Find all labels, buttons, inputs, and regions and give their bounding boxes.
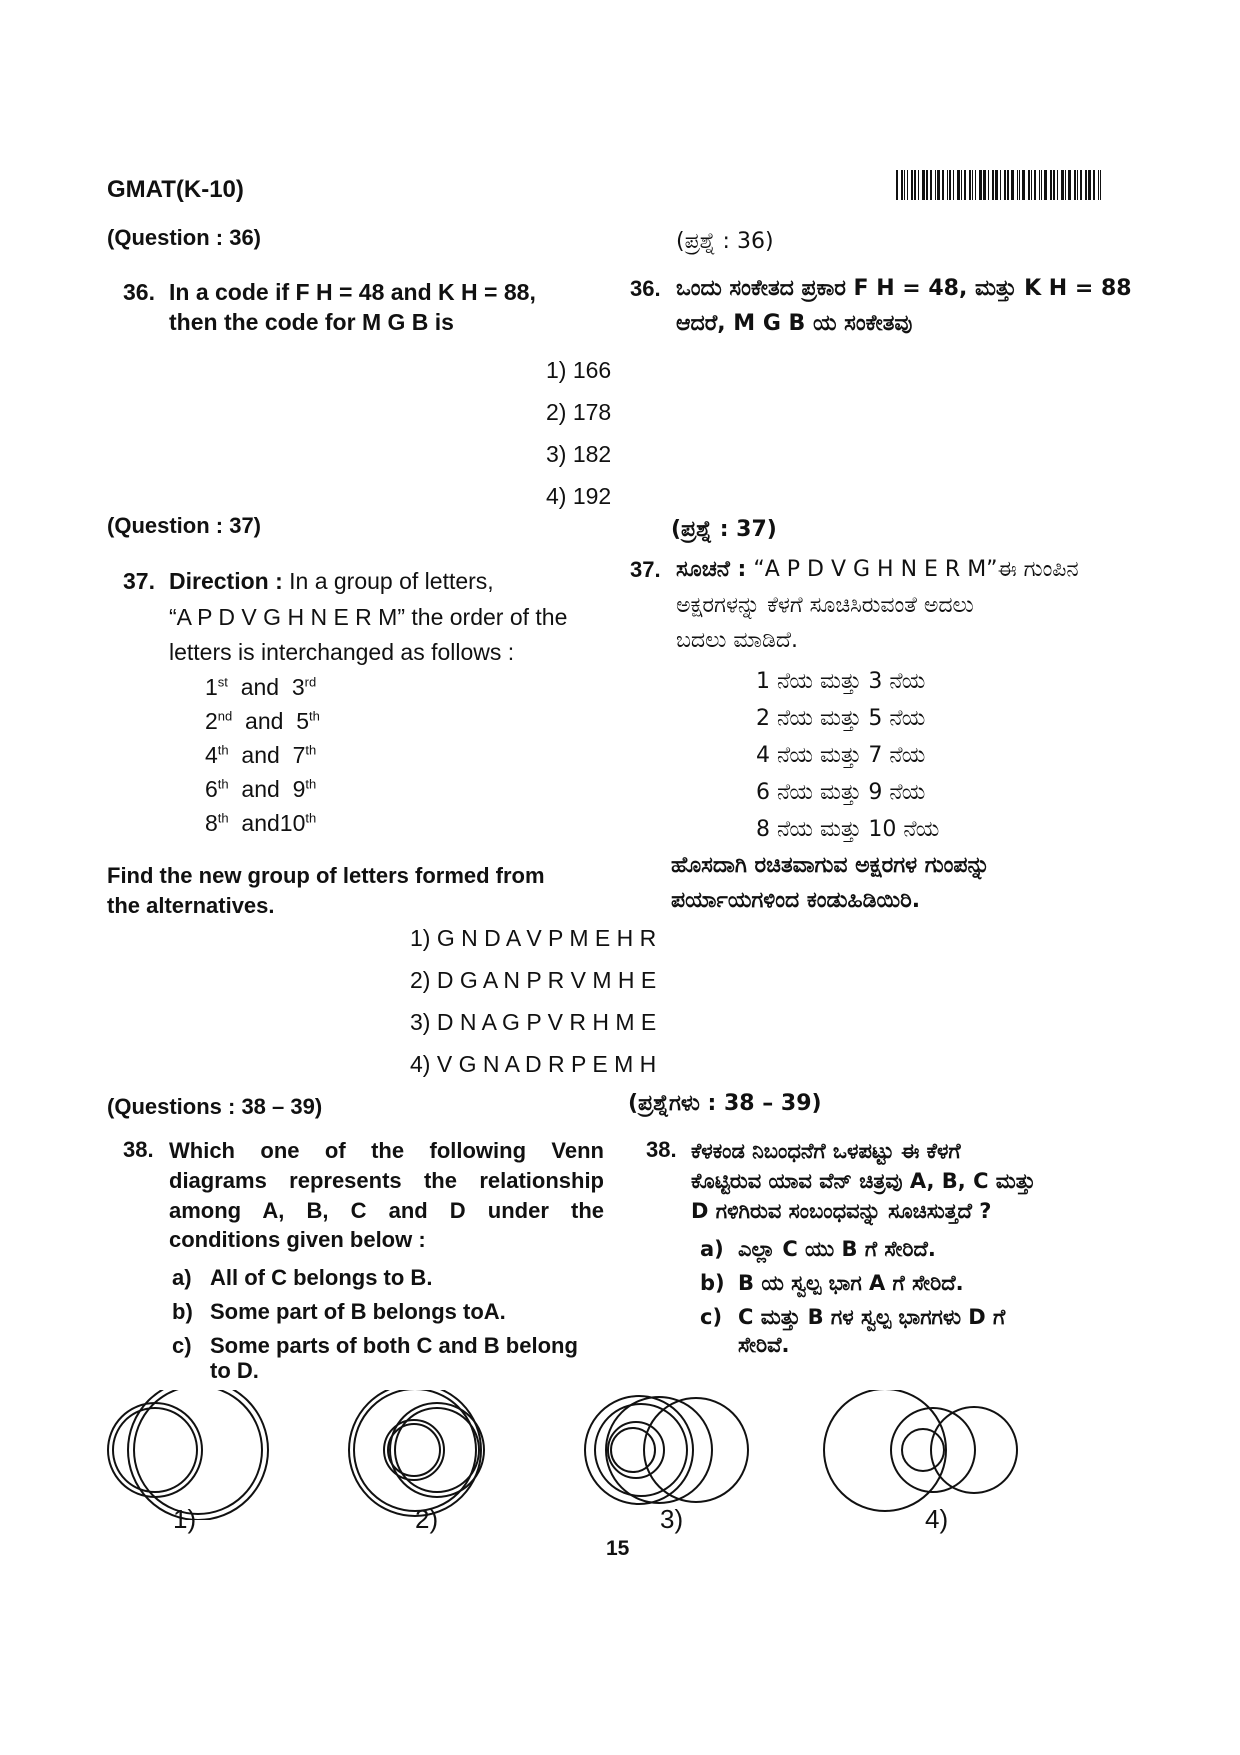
venn-label-4[interactable]: 4) [925,1504,949,1534]
barcode-bar [930,170,932,200]
q37-direction-text: In a group of letters, [282,568,494,594]
barcode-bar [935,170,936,200]
barcode-bar [1085,170,1087,200]
venn-circle [644,1398,748,1502]
q38-text-kn-line: ಕೆಳಕಂಡ ನಿಬಂಧನೆಗೆ ಒಳಪಟ್ಟು ಈ ಕೆಳಗೆ [691,1139,961,1163]
q38-text-line4: conditions given below : [169,1227,426,1252]
q36-option-3[interactable]: 3) 182 [546,441,612,467]
q37-direction-label: Direction : [169,568,283,594]
q37-pair-en: 6th and 9th [205,776,317,802]
q38-conditions-en [172,1261,578,1363]
barcode-bar [972,170,973,200]
q37-pair-kn: 2 ನೆಯ ಮತ್ತು 5 ನೆಯ [756,706,926,731]
q38-number-kn: 38. [646,1137,677,1162]
q37-pair-en: 4th and 7th [205,742,317,768]
venn-option-3-circles[interactable] [585,1396,748,1504]
barcode-bar [1074,170,1076,200]
q37-pair-kn: 1 ನೆಯ ಮತ್ತು 3 ನೆಯ [756,669,926,694]
venn-circle [902,1429,944,1471]
q38-condition-kn-c: c) C ಮತ್ತು B ಗಳ ಸ್ವಲ್ಪ ಭಾಗಗಳು D ಗೆ [700,1305,1006,1329]
venn-circle [384,1420,444,1480]
q36-text-kn-line1: ಒಂದು ಸಂಕೇತದ ಪ್ರಕಾರ F H = 48, ಮತ್ತು K H = 88 [676,276,1132,301]
barcode-bar [949,170,951,200]
barcode-bar [926,170,928,200]
barcode-bar [1041,170,1042,200]
venn-circle [390,1403,484,1497]
q38-text-line: among A, B, C and D under the [169,1198,604,1223]
q36-tag-kn: (ಪ್ರಶ್ನೆ : 36) [676,229,774,254]
q36-option-4[interactable]: 4) 192 [546,483,612,509]
barcode-bar [1011,170,1014,200]
q37-number: 37. [123,568,155,594]
barcode-bar [1039,170,1040,200]
venn-circle [585,1396,693,1504]
barcode-bar [1100,170,1101,200]
q37-kn-text: “A P D V G H N E R M”ಈ ಗುಂಪಿನ [746,557,1079,582]
q38-text-kn [691,1136,1035,1226]
q38-tag-en: (Questions : 38 – 39) [107,1094,323,1119]
barcode-bar [937,170,940,200]
q38-conditions-kn [700,1232,1005,1334]
barcode-bar [911,170,913,200]
q38-condition-kn-b: b) B ಯ ಸ್ವಲ್ಪ ಭಾಗ A ಗೆ ಸೇರಿದೆ. [700,1271,964,1295]
venn-diagrams [0,1390,1240,1520]
q38-condition-c-cont: to D. [210,1358,259,1383]
venn-circle [113,1408,197,1492]
q37-option-3[interactable]: 3) D N A G P V R H M E [410,1009,657,1035]
q37-kn-label: ಸೂಚನೆ : [676,557,747,582]
q37-find-line2: the alternatives. [107,893,275,918]
q36-text-line1: In a code if F H = 48 and K H = 88, [169,279,536,305]
barcode-bar [1050,170,1052,200]
q37-pair-kn: 8 ನೆಯ ಮತ್ತು 10 ನೆಯ [756,817,940,842]
q37-pair-kn: 6 ನೆಯ ಮತ್ತು 9 ನೆಯ [756,780,926,805]
barcode-bar [983,170,986,200]
q38-condition-kn-a: a) ಎಲ್ಲಾ C ಯು B ಗೆ ಸೇರಿದೆ. [700,1237,936,1261]
barcode-bar [961,170,962,200]
q37-kn-line1 [676,556,1079,584]
barcode-bar [975,170,976,200]
q37-kn-line3: ಬದಲು ಮಾಡಿದೆ. [676,628,798,653]
venn-label-2[interactable]: 2) [415,1504,439,1534]
q36-number-kn: 36. [630,276,661,301]
q37-pairs-en [205,672,320,842]
q37-pair-en: 2nd and 5th [205,708,320,734]
venn-circle [611,1428,655,1472]
barcode-bar [922,170,925,200]
q38-condition-b: b) Some part of B belongs toA. [172,1299,506,1324]
barcode-bar [957,170,960,200]
barcode-icon [896,170,1103,200]
q37-option-4[interactable]: 4) V G N A D R P E M H [410,1051,657,1077]
barcode-bar [1093,170,1095,200]
q37-kn-find-line2: ಪರ್ಯಾಯಗಳಿಂದ ಕಂಡುಹಿಡಿಯಿರಿ. [671,888,921,913]
venn-option-2-circles[interactable] [349,1390,484,1516]
barcode-bar [1019,170,1020,200]
q37-kn-line2: ಅಕ್ಷರಗಳನ್ನು ಕೆಳಗೆ ಸೂಚಿಸಿರುವಂತೆ ಅದಲು [676,593,974,618]
q37-option-1[interactable]: 1) G N D A V P M E H R [410,925,657,951]
barcode-bar [907,170,908,200]
q36-text-kn-line2: ಆದರೆ, M G B ಯ ಸಂಕೇತವು [676,311,913,336]
q38-condition-kn-c-cont: ಸೇರಿವೆ. [738,1333,790,1357]
barcode-bar [969,170,971,200]
venn-option-1-circles[interactable] [108,1390,268,1520]
q37-number-kn: 37. [630,557,661,582]
barcode-bar [953,170,954,200]
q36-option-2[interactable]: 2) 178 [546,399,612,425]
q38-text-kn-line: D ಗಳಿಗಿರುವ ಸಂಬಂಧವನ್ನು ಸೂಚಿಸುತ್ತದೆ ? [691,1199,992,1223]
q37-direction-line1 [169,566,494,596]
q38-text-line: diagrams represents the relationship [169,1168,604,1193]
q36-option-1[interactable]: 1) 166 [546,357,612,383]
barcode-bar [1000,170,1001,200]
q37-find-line1: Find the new group of letters formed from [107,863,545,888]
barcode-bar [979,170,982,200]
q37-direction-line2: “A P D V G H N E R M” the order of the [169,604,568,630]
page-number: 15 [606,1537,630,1560]
barcode-bar [1088,170,1091,200]
q36-text-line2: then the code for M G B is [169,309,454,335]
q37-option-2[interactable]: 2) D G A N P R V M H E [410,967,657,993]
barcode-bar [1057,170,1058,200]
q38-number: 38. [123,1137,154,1162]
barcode-bar [988,170,989,200]
barcode-bar [896,170,898,200]
barcode-bar [1077,170,1078,200]
exam-code: GMAT(K-10) [107,176,244,203]
barcode-bar [1004,170,1006,200]
barcode-bar [1080,170,1082,200]
q37-tag-en: (Question : 37) [107,513,262,538]
q37-direction-line3: letters is interchanged as follows : [169,639,515,665]
barcode-bar [1065,170,1066,200]
barcode-bar [1034,170,1036,200]
q36-tag-en: (Question : 36) [107,225,262,250]
q38-condition-a: a) All of C belongs to B. [172,1265,433,1290]
venn-circle [891,1408,975,1492]
barcode-bar [901,170,903,200]
barcode-bar [964,170,966,200]
q37-pair-en: 1st and 3rd [205,674,317,700]
barcode-bar [1044,170,1047,200]
barcode-bar [1022,170,1025,200]
q36-number: 36. [123,279,155,305]
q38-tag-kn: (ಪ್ರಶ್ನೆಗಳು : 38 – 39) [628,1091,822,1116]
q37-kn-find-line1: ಹೊಸದಾಗಿ ರಚಿತವಾಗುವ ಅಕ್ಷರಗಳ ಗುಂಪನ್ನು [671,853,990,878]
barcode-bar [1053,170,1055,200]
barcode-bar [995,170,998,200]
q37-pair-kn: 4 ನೆಯ ಮತ್ತು 7 ನೆಯ [756,743,926,768]
barcode-bar [904,170,905,200]
venn-label-1[interactable]: 1) [173,1504,197,1534]
q37-pairs-kn [756,663,939,848]
barcode-bar [1017,170,1018,200]
barcode-bar [1031,170,1032,200]
q38-text-kn-line: ಕೊಟ್ಟಿರುವ ಯಾವ ವೆನ್ ಚಿತ್ರವು A, B, C ಮತ್ತು [691,1169,1036,1193]
barcode-bar [914,170,916,200]
venn-option-4-circles[interactable] [824,1390,1017,1511]
barcode-bar [1068,170,1071,200]
q38-text-en [169,1136,604,1226]
barcode-bar [992,170,994,200]
venn-label-3[interactable]: 3) [660,1504,684,1534]
q37-pair-en: 8th and10th [205,810,317,836]
venn-circle [108,1403,202,1497]
q38-text-line: Which one of the following Venn [169,1138,604,1163]
barcode-bar [1028,170,1030,200]
barcode-bar [942,170,944,200]
q38-condition-c: c) Some parts of both C and B belong [172,1333,578,1358]
barcode-bar [1098,170,1099,200]
barcode-bar [918,170,919,200]
barcode-bar [1061,170,1064,200]
barcode-bar [947,170,948,200]
barcode-bar [1007,170,1009,200]
q37-tag-kn: (ಪ್ರಶ್ನೆ : 37) [671,517,777,542]
